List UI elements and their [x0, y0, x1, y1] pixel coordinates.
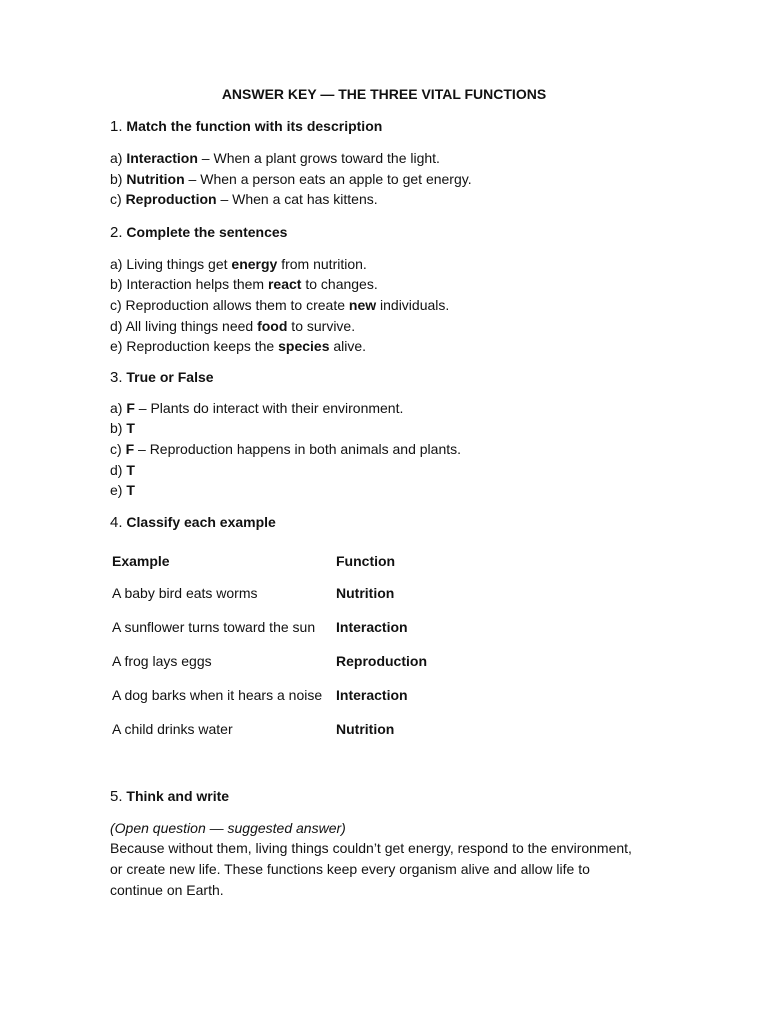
list-item — [110, 480, 670, 501]
cell-example: A sunflower turns toward the sun — [112, 618, 316, 635]
section-heading — [110, 222, 670, 243]
item-prefix: b) Interaction helps them — [110, 276, 268, 293]
section-match — [110, 116, 670, 210]
cell-example: A frog lays eggs — [112, 652, 212, 669]
item-answer: T — [126, 461, 135, 478]
section-think-write — [110, 786, 670, 900]
section-heading — [110, 367, 670, 388]
item-answer: new — [348, 296, 377, 313]
item-text: to survive. — [287, 317, 356, 334]
section-number: 2. — [110, 223, 123, 241]
item-answer: Reproduction — [125, 191, 217, 208]
section-classify — [110, 512, 670, 746]
item-prefix: d) All living things need — [110, 317, 258, 334]
section-true-false — [110, 367, 670, 501]
cell-function: Nutrition — [336, 720, 395, 737]
item-text: – When a cat has kittens. — [216, 191, 378, 208]
section-title: True or False — [126, 368, 214, 385]
true-false-list — [110, 398, 670, 501]
item-text: – Plants do interact with their environment. — [134, 399, 404, 416]
section-title: Complete the sentences — [126, 223, 288, 240]
section-number: 1. — [110, 118, 123, 135]
item-answer: F — [125, 440, 135, 457]
item-answer: food — [257, 317, 288, 334]
item-prefix: a) Living things get — [110, 255, 232, 272]
list-item — [110, 316, 670, 337]
section-number: 5. — [110, 787, 123, 805]
classify-table — [112, 546, 427, 746]
list-item — [110, 148, 670, 169]
item-prefix: a) — [110, 399, 127, 416]
table-row — [112, 610, 427, 644]
item-text: to changes. — [301, 276, 378, 293]
item-answer: energy — [231, 255, 278, 272]
section-complete — [110, 222, 670, 357]
item-text: – Reproduction happens in both animals and plants. — [134, 440, 462, 457]
cell-function: Interaction — [336, 618, 408, 635]
section-heading — [110, 116, 670, 137]
cell-function: Interaction — [336, 686, 408, 703]
header-example: Example — [112, 552, 170, 569]
item-prefix: c) Reproduction allows them to create — [110, 296, 349, 313]
table-header-row — [112, 546, 427, 576]
cell-example: A baby bird eats worms — [112, 584, 258, 601]
item-answer: Interaction — [126, 150, 198, 166]
section-heading — [110, 512, 670, 533]
list-item — [110, 295, 670, 316]
document-title: ANSWER KEY — THE THREE VITAL FUNCTIONS — [221, 86, 547, 102]
sentence-list — [110, 254, 670, 357]
list-item — [110, 418, 670, 439]
item-text: from nutrition. — [277, 255, 367, 272]
suggested-answer: Because without them, living things couldn’t get energy, respond to the environment, or create new life. These functions keep every organism alive and allow life to continue on Earth. — [110, 840, 632, 898]
list-item — [110, 460, 670, 481]
item-answer: react — [267, 276, 302, 293]
item-answer: T — [126, 482, 135, 499]
section-number: 3. — [110, 368, 123, 386]
cell-example: A dog barks when it hears a noise — [112, 686, 323, 703]
cell-example: A child drinks water — [112, 720, 233, 737]
item-prefix: c) — [110, 191, 126, 208]
item-prefix: e) — [110, 482, 127, 499]
item-text: individuals. — [376, 296, 450, 313]
item-text: – When a plant grows toward the light. — [197, 150, 440, 166]
item-prefix: b) — [110, 170, 127, 187]
table-row — [112, 678, 427, 712]
item-prefix: c) — [110, 440, 126, 457]
item-prefix: a) — [110, 150, 127, 166]
list-item — [110, 169, 670, 190]
list-item — [110, 189, 670, 210]
item-text: – When a person eats an apple to get energy. — [184, 170, 472, 187]
answer-key-page — [110, 84, 670, 900]
section-title: Think and write — [126, 787, 230, 804]
list-item — [110, 254, 670, 275]
list-item — [110, 274, 670, 295]
table-row — [112, 712, 427, 746]
cell-function: Reproduction — [336, 652, 427, 669]
item-text: alive. — [329, 338, 367, 355]
item-answer: Nutrition — [126, 170, 185, 187]
item-answer: T — [126, 420, 135, 437]
table-row — [112, 644, 427, 678]
list-item — [110, 336, 670, 357]
item-prefix: e) Reproduction keeps the — [110, 338, 279, 355]
table-row — [112, 576, 427, 610]
section-heading — [110, 786, 670, 807]
item-answer: F — [126, 399, 135, 416]
open-question-note: (Open question — suggested answer) — [110, 819, 346, 836]
section-number: 4. — [110, 513, 123, 531]
list-item — [110, 398, 670, 419]
match-list — [110, 148, 670, 210]
header-function: Function — [336, 552, 396, 569]
item-answer: species — [278, 338, 330, 355]
section-title: Match the function with its description — [126, 118, 383, 134]
list-item — [110, 439, 670, 460]
item-prefix: b) — [110, 420, 127, 437]
item-prefix: d) — [110, 461, 127, 478]
cell-function: Nutrition — [336, 584, 395, 601]
section-title: Classify each example — [126, 513, 276, 530]
